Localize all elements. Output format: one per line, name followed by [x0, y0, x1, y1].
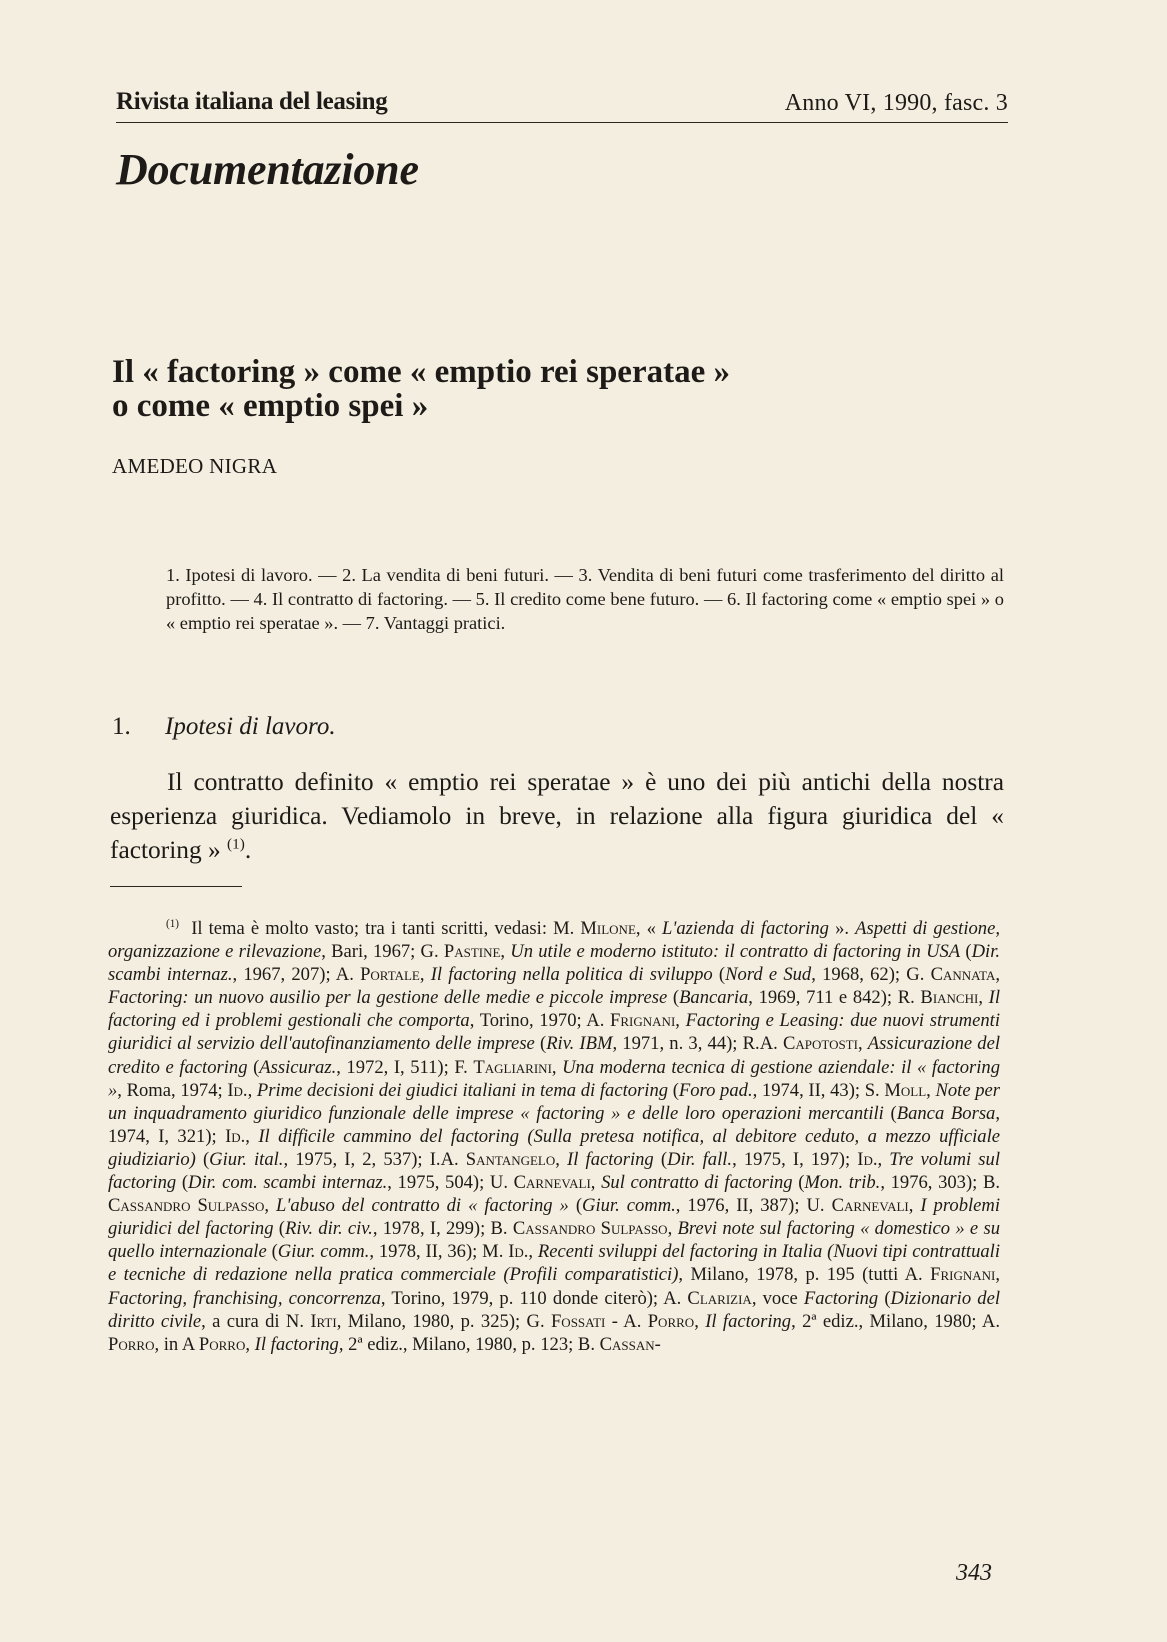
footnote-segment: , — [857, 1033, 868, 1055]
footnote-segment: , — [590, 1172, 602, 1194]
running-head — [116, 84, 1008, 123]
footnote-segment: , — [995, 964, 1001, 986]
footnote-segment: , « — [635, 918, 663, 939]
footnote-segment: Recenti sviluppi del factoring in Italia (Nuovi tipi contrattuali e tecniche di redazione nella pratica commerciale (Profili comparatistici) — [108, 1241, 1001, 1286]
footnote-segment: , — [419, 964, 431, 986]
footnote-segment: , Bari, 1967; G. — [321, 941, 444, 963]
footnote-segment: , — [978, 987, 989, 1009]
footnote-segment: L'abuso del contratto di « factoring » — [276, 1195, 569, 1217]
footnote-segment: Il factoring nella politica di sviluppo — [430, 964, 713, 986]
footnote-segment: , 1974, II, 43); S. — [752, 1079, 885, 1101]
footnote-segment: Clarizia — [687, 1287, 752, 1309]
footnote-segment: Tre volumi sul factoring — [108, 1148, 1001, 1194]
footnote-segment: Riv. IBM — [546, 1033, 613, 1055]
footnote-segment: Aspetti di gestione, organizzazione e rilevazione — [108, 918, 1000, 963]
footnote-segment: ( — [247, 1056, 260, 1078]
footnote-segment: , — [995, 1264, 1000, 1286]
footnote-segment: Mon. trib. — [804, 1172, 881, 1194]
footnote-segment: Dizionario del diritto civile — [108, 1287, 1000, 1332]
footnote-segment: , — [908, 1195, 921, 1217]
footnote-segment: Il factoring — [254, 1333, 339, 1355]
footnote-segment: , — [926, 1079, 936, 1101]
footnote-segment: ». — [828, 918, 856, 939]
footnote-segment: Id. — [227, 1079, 248, 1101]
footnote-segment: , 1968, 62); G. — [811, 964, 931, 986]
footnote-segment: , — [264, 1195, 277, 1217]
footnote-segment: Nord e Sud — [725, 964, 812, 986]
section-heading-title: Ipotesi di lavoro. — [165, 713, 336, 740]
footnote-segment: , — [245, 1333, 255, 1355]
footnote-segment: Porro — [108, 1333, 155, 1355]
footnote-segment: , Roma, 1974; — [117, 1079, 228, 1101]
footnote-segment: Cassan- — [599, 1333, 661, 1355]
footnote-segment: Factoring: un nuovo ausilio per la gestione delle medie e piccole imprese — [108, 987, 668, 1009]
footnote-segment: , — [551, 1056, 563, 1078]
footnote-segment: Bianchi — [920, 987, 979, 1009]
footnote-segment: Portale — [360, 964, 420, 986]
issue-info: Anno VI, 1990, fasc. 3 — [784, 90, 1008, 116]
footnote-segment: ( — [534, 1033, 547, 1055]
footnote-segment: Santangelo — [465, 1148, 556, 1170]
footnote-segment: , 1971, n. 3, 44); R.A. — [612, 1033, 783, 1055]
footnote-segment: ( — [712, 964, 726, 986]
footnote-segment: ( — [273, 1218, 285, 1240]
footnote-segment: Moll — [884, 1079, 927, 1101]
footnote-segment: , 1976, II, 387); U. — [675, 1195, 832, 1217]
footnote-reference[interactable]: (1) — [227, 835, 245, 853]
footnote-segment: , — [528, 1241, 538, 1263]
footnote-segment: Giur. comm. — [277, 1241, 370, 1263]
footnote-segment: Irti — [310, 1310, 337, 1332]
footnote-text — [108, 918, 1000, 1355]
author-name: AMEDEO NIGRA — [112, 454, 278, 478]
footnote-segment: ( — [792, 1172, 805, 1194]
footnote-segment: Il difficile cammino del factoring (Sulla pretesa notifica, al debitore ceduto, a mezzo ufficiale giudiziario) — [108, 1125, 1000, 1170]
footnote-segment: Prime decisioni dei giudici italiani in tema di factoring — [256, 1079, 669, 1101]
footnote-segment: , 2ª ediz., Milano, 1980, p. 123; B. — [338, 1333, 600, 1355]
section-number: 1. — [112, 713, 131, 740]
footnote-segment: ( — [266, 1241, 278, 1263]
footnote-segment: Riv. dir. civ. — [284, 1218, 373, 1240]
footnote-segment: Note per un inquadramento giuridico funzionale delle imprese « factoring » e delle loro operazioni mercantili — [108, 1079, 1001, 1124]
footnote-marker: (1) — [166, 917, 180, 930]
footnote-segment: Frignani — [930, 1264, 996, 1286]
footnote-segment: ( — [960, 941, 972, 963]
footnote-segment: Dir. fall. — [667, 1148, 733, 1170]
footnote-segment: Sul contratto di factoring — [601, 1172, 793, 1194]
footnote-segment: Assicurazione del credito e factoring — [108, 1033, 1001, 1078]
footnote-segment: , 1978, I, 299); B. — [372, 1218, 513, 1240]
footnote-segment: Cassandro Sulpasso — [108, 1195, 265, 1217]
footnote-segment: , — [675, 1010, 686, 1032]
body-paragraph — [110, 765, 1004, 867]
footnote-segment: Fossati — [550, 1310, 606, 1332]
footnote-segment: Assicuraz. — [259, 1056, 337, 1078]
journal-name: Rivista italiana del leasing — [116, 88, 388, 115]
footnote-segment: , Torino, 1979, p. 110 donde citerò); A. — [380, 1287, 688, 1309]
footnote-segment: Dir. com. scambi internaz. — [188, 1172, 388, 1194]
footnote-segment: , — [555, 1148, 568, 1170]
footnote-segment: , 1972, I, 511); F. — [336, 1056, 474, 1078]
footnote-segment: , 2ª ediz., Milano, 1980; A. — [791, 1310, 1000, 1332]
footnote-segment: Banca Borsa — [896, 1102, 996, 1124]
footnote-segment: Capotosti — [782, 1033, 858, 1055]
footnote-segment: ( — [668, 1079, 679, 1101]
footnote-segment: Il factoring — [705, 1310, 792, 1332]
footnote-segment: Il factoring — [567, 1148, 654, 1170]
footnote-segment: Milone — [580, 918, 636, 939]
section-title: Documentazione — [116, 145, 419, 194]
footnote-segment: , 1974, I, 321); — [108, 1102, 1001, 1147]
page-number: 343 — [956, 1560, 992, 1586]
footnote-segment: , 1967, 207); A. — [232, 964, 361, 986]
article-title-line-2: o come « emptio spei » — [112, 388, 429, 424]
footnote-segment: , 1975, I, 197); — [732, 1148, 858, 1170]
footnote-segment: Dir. scambi internaz. — [108, 941, 1001, 986]
footnote-segment: I problemi giuridici del factoring — [108, 1195, 1001, 1240]
footnote-segment: Porro — [647, 1310, 695, 1332]
footnote-segment: , in A — [154, 1333, 199, 1355]
footnote-segment: Il factoring ed i problemi gestionali che comporta — [108, 987, 1000, 1032]
footnote-segment: Una moderna tecnica di gestione aziendale: il « factoring » — [108, 1056, 1001, 1101]
article-title — [112, 355, 972, 423]
footnote-segment: Bancaria — [679, 987, 749, 1009]
footnote-segment: Cannata — [930, 964, 996, 986]
footnote-segment: Cassandro Sulpasso — [512, 1218, 668, 1240]
footnote-segment: , 1975, I, 2, 537); I.A. — [283, 1148, 466, 1170]
footnote-segment: ( — [568, 1195, 583, 1217]
footnote-segment: , 1976, 303); B. — [880, 1172, 1001, 1194]
footnote-segment: Porro — [198, 1333, 246, 1355]
footnote-segment: Giur. comm. — [582, 1195, 676, 1217]
section-heading — [112, 713, 336, 741]
footnote-segment: ( — [653, 1148, 668, 1170]
footnote-segment: , — [500, 941, 511, 963]
footnote-segment: Id. — [857, 1148, 878, 1170]
footnote-segment: , — [247, 1079, 257, 1101]
footnote — [108, 917, 1000, 1356]
footnote-segment: Factoring — [803, 1287, 879, 1309]
footnote-segment: ( — [883, 1102, 897, 1124]
footnote-segment: Un utile e moderno istituto: il contratto di factoring in USA — [510, 941, 961, 963]
footnote-segment: L'azienda di factoring — [662, 918, 829, 939]
article-title-line-1: Il « factoring » come « emptio rei speratae » — [112, 354, 730, 390]
footnote-segment: ( — [667, 987, 680, 1009]
footnote-segment: , — [877, 1148, 890, 1170]
footnote-segment: Carnevali — [513, 1172, 591, 1194]
footnote-segment: ( — [195, 1148, 210, 1170]
footnote-segment: , Torino, 1970; A. — [469, 1010, 611, 1032]
footnote-segment: , 1969, 711 e 842); R. — [748, 987, 921, 1009]
footnote-segment: Brevi note sul factoring « domestico » e su quello internazionale — [108, 1218, 1001, 1263]
body-paragraph-text: Il contratto definito « emptio rei speratae » è uno dei più antichi della nostra esperienza giuridica. Vediamolo in breve, in relazione alla figura giuridica del « factoring » — [110, 768, 1004, 864]
footnote-segment: , 1978, II, 36); M. — [369, 1241, 509, 1263]
footnote-segment: - A. — [605, 1310, 648, 1332]
footnote-segment: , a cura di N. — [201, 1310, 311, 1332]
footnote-segment: , voce — [751, 1287, 804, 1309]
footnote-segment: Factoring e Leasing: due nuovi strumenti giuridici al servizio dell'autofinanziamento delle imprese — [108, 1010, 1000, 1055]
footnote-separator — [110, 886, 242, 887]
footnote-segment: Carnevali — [831, 1195, 909, 1217]
footnote-segment: Foro pad. — [678, 1079, 753, 1101]
footnote-segment: , Milano, 1980, p. 325); G. — [336, 1310, 551, 1332]
body-paragraph-end: . — [244, 836, 252, 864]
footnote-segment: Giur. ital. — [209, 1148, 284, 1170]
footnote-segment: Pastine — [443, 941, 501, 963]
footnote-segment: Frignani — [610, 1010, 676, 1032]
footnote-segment: ( — [176, 1172, 189, 1194]
footnote-segment: Id. — [508, 1241, 529, 1263]
footnote-segment: Tagliarini — [473, 1056, 552, 1078]
footnote-segment: , — [667, 1218, 678, 1240]
footnote-segment: ( — [878, 1287, 891, 1309]
footnote-segment: , — [245, 1125, 259, 1147]
footnote-segment: Id. — [225, 1125, 246, 1147]
footnote-segment: , Milano, 1978, p. 195 (tutti A. — [678, 1264, 931, 1286]
table-of-contents: 1. Ipotesi di lavoro. — 2. La vendita di beni futuri. — 3. Vendita di beni futuri come trasferimento del diritto al profitto. — 4. Il contratto di factoring. — 5. Il credito come bene futuro. — 6. Il factoring come « emptio spei » o « emptio rei speratae ». — 7. Vantaggi pratici. — [166, 565, 1004, 633]
footnote-segment: Il tema è molto vasto; tra i tanti scritti, vedasi: M. — [191, 918, 581, 939]
footnote-segment: Factoring, franchising, concorrenza — [108, 1287, 381, 1309]
footnote-segment: , 1975, 504); U. — [387, 1172, 514, 1194]
footnote-segment: , — [694, 1310, 706, 1332]
